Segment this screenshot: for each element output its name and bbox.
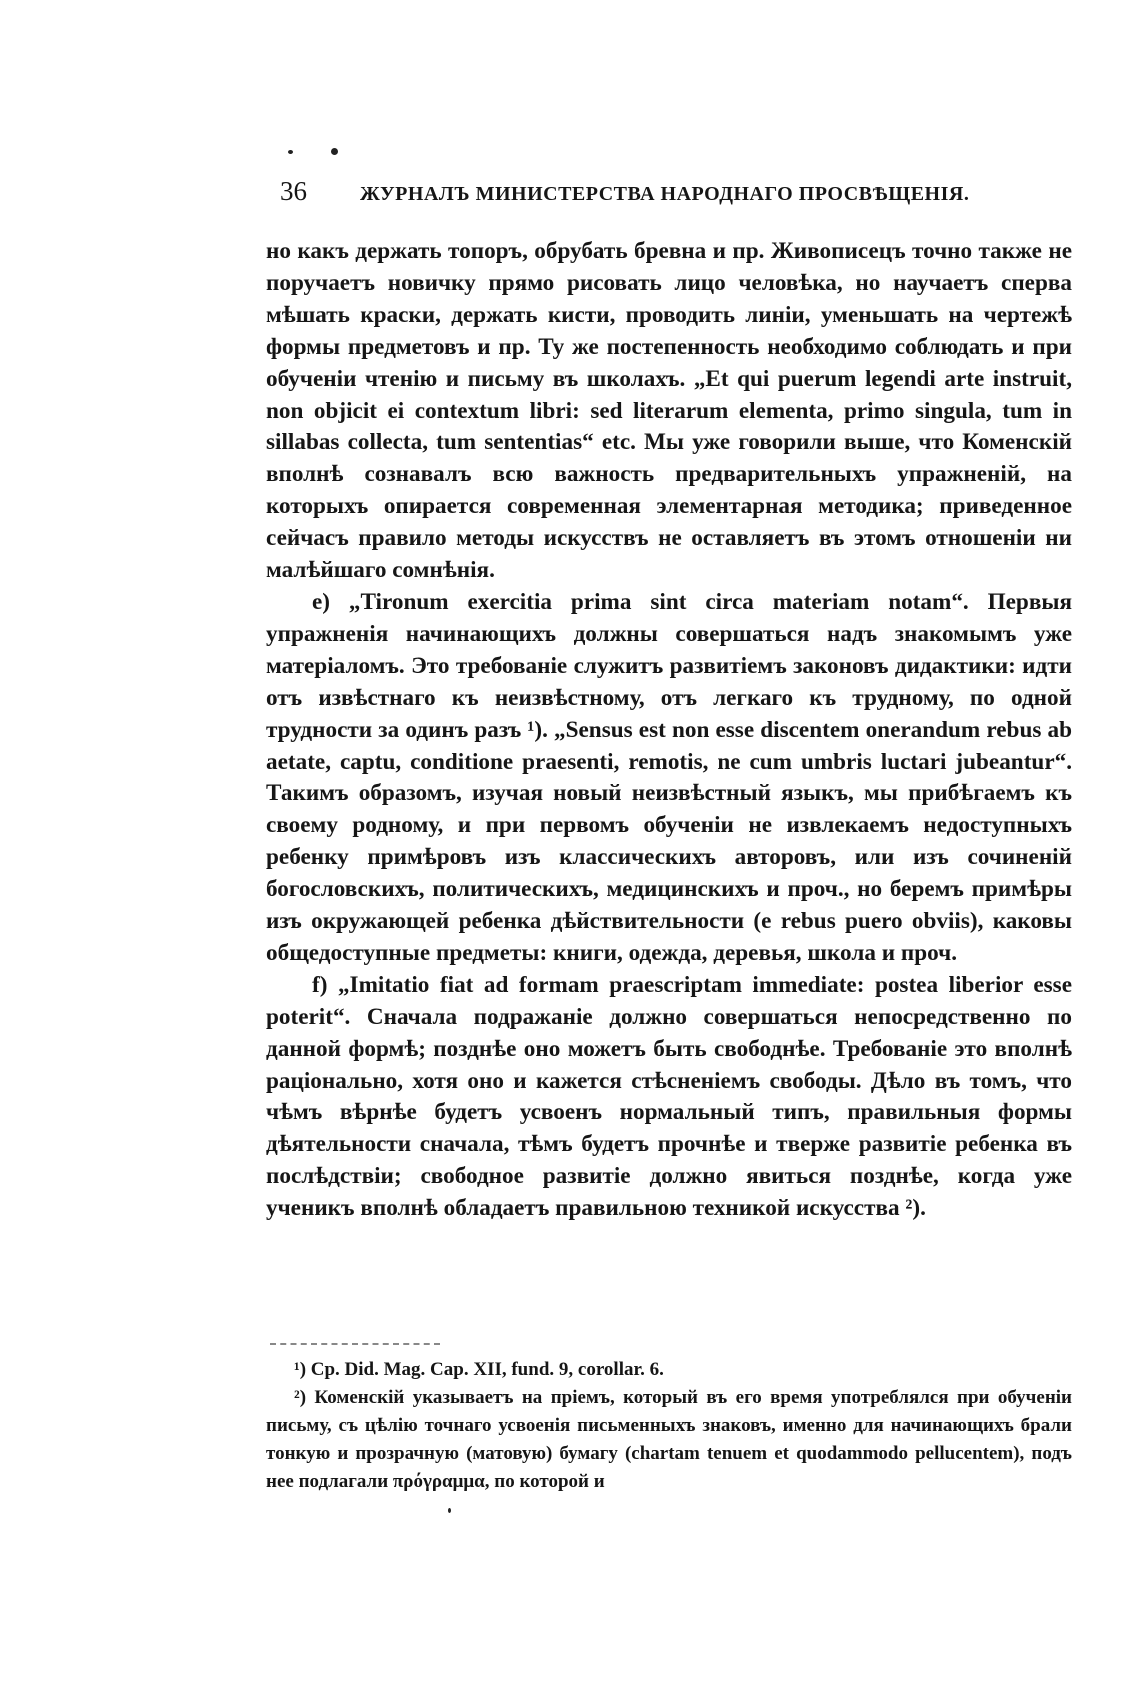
page-number: 36: [280, 176, 307, 206]
print-speck: [288, 150, 293, 154]
print-speck: [331, 148, 338, 155]
footnote-divider: [270, 1343, 440, 1345]
footnotes: [266, 1356, 1072, 1496]
print-speck: [448, 1508, 451, 1513]
footnote: ²) Коменскій указываетъ на пріемъ, который въ его время употреблялся при обученіи письму, съ цѣлію точнаго усвоенія письменныхъ знаковъ, именно для начинающихъ брали тонкую и прозрачную (матовую) бумагу (chartam tenuem et quodammodo pellucentem), подъ нее подлагали πρόγραμμα, по которой и: [266, 1387, 1072, 1492]
paragraph: e) „Tironum exercitia prima sint circa materiam notam“. Первыя упражненія начинающихъ должны совершаться надъ знакомымъ уже матеріаломъ. Это требованіе служитъ развитіемъ законовъ дидактики: идти отъ извѣстнаго къ неизвѣстному, отъ легкаго къ трудному, по одной трудности за одинъ разъ ¹). „Sensus est non esse discentem onerandum rebus ab aetate, captu, conditione praesenti, remotis, ne cum umbris luctari jubeantur“. Такимъ образомъ, изучая новый неизвѣстный языкъ, мы прибѣгаемъ къ своему родному, и при первомъ обученіи не извлекаемъ недоступныхъ ребенку примѣровъ изъ классическихъ авторовъ, или изъ сочиненій богословскихъ, политическихъ, медицинскихъ и проч., но беремъ примѣры изъ окружающей ребенка дѣйствительности (e rebus puero obviis), каковы общедоступные предметы: книги, одежда, деревья, школа и проч.: [266, 588, 1072, 966]
paragraph: но какъ держать топоръ, обрубать бревна и пр. Живописецъ точно также не поручаетъ новичку прямо рисовать лицо человѣка, но научаетъ сперва мѣшать краски, держать кисти, проводить линіи, уменьшать на чертежѣ формы предметовъ и пр. Ту же постепенность необходимо соблюдать и при обученіи чтенію и письму въ школахъ. „Et qui puerum legendi arte instruit, non objicit ei contextum libri: sed literarum elementa, primo singula, tum in sillabas collecta, tum sententias“ etc. Мы уже говорили выше, что Коменскій вполнѣ сознавалъ всю важность предварительныхъ упражненій, на которыхъ опирается современная элементарная методика; приведенное сейчасъ правило методы искусствъ не оставляетъ въ этомъ отношеніи ни малѣйшаго сомнѣнія.: [266, 238, 1072, 584]
paragraph: f) „Imitatio fiat ad formam praescriptam immediate: postea liberior esse poterit“. Сначала подражаніе должно совершаться непосредственно по данной формѣ; позднѣе оно можетъ быть свободнѣе. Требованіе это вполнѣ раціонально, хотя оно и кажется стѣсненіемъ свободы. Дѣло въ томъ, что чѣмъ вѣрнѣе будетъ усвоенъ нормальный типъ, правильныя формы дѣятельности сначала, тѣмъ будетъ прочнѣе и тверже развитіе ребенка въ послѣдствіи; свободное развитіе должно явиться позднѣе, когда уже ученикъ вполнѣ обладаетъ правильною техникой искусства ²).: [266, 971, 1072, 1222]
footnote: ¹) Cp. Did. Mag. Cap. XII, fund. 9, corollar. 6.: [294, 1359, 664, 1380]
page-header: [280, 176, 1070, 212]
running-title: ЖУРНАЛЪ МИНИСТЕРСТВА НАРОДНАГО ПРОСВѢЩЕНІЯ.: [360, 183, 970, 205]
main-text: [266, 236, 1072, 1225]
